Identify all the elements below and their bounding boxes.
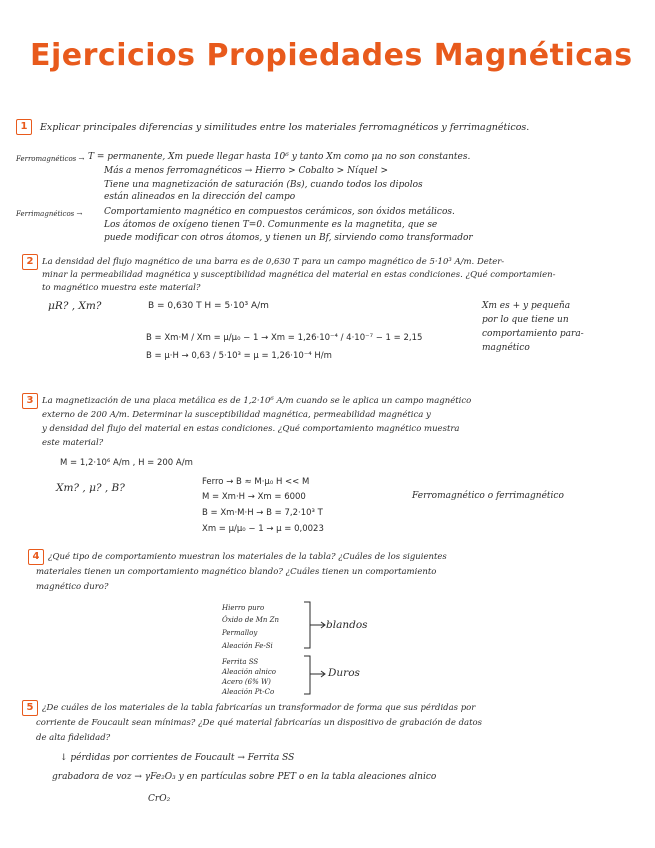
exercise-5-question-line-3: de alta fidelidad? [36,733,111,743]
soft-item-1: Hierro puro [222,604,265,612]
exercise-3-question-line-3: y densidad del flujo del material en estas condiciones. ¿Qué comportamiento magnético muestra [42,424,460,434]
ferri-line-2: Los átomos de oxígeno tienen T=0. Comunmente es la magnetita, que se [104,220,438,230]
exercise-2-note-line-1: Xm es + y pequeña [482,301,571,311]
exercise-1-question: Explicar principales diferencias y similitudes entre los materiales ferromagnéticos y ferrimagnéticos. [40,122,530,133]
exercise-2-question-line-1: La densidad del flujo magnético de una barra es de 0,630 T para un campo magnético de 5·10³ A/m. Deter- [42,257,505,267]
exercise-4-question-line-1: ¿Qué tipo de comportamiento muestran los materiales de la tabla? ¿Cuáles de los siguientes [48,552,447,562]
exercise-2-note-line-3: comportamiento para- [482,329,584,339]
ferri-line-1: Comportamiento magnético en compuestos cerámicos, son óxidos metálicos. [104,207,455,217]
exercise-2-question-line-3: to magnético muestra este material? [42,283,201,293]
exercise-2-unknowns: μR? , Xm? [48,300,102,312]
exercise-2-note-line-4: magnético [482,343,530,353]
ferri-line-3: puede modificar con otros átomos, y tienen un Bf, sirviendo como transformador [104,233,473,243]
soft-item-3: Permalloy [222,629,258,637]
exercise-2-question-line-2: minar la permeabilidad magnética y susceptibilidad magnética del material en estas condiciones. ¿Qué comportamien- [42,270,556,280]
exercise-3-step-2: M = Xm·H → Xm = 6000 [202,492,306,502]
exercise-3-question-line-4: este material? [42,438,104,448]
exercise-5-question-line-2: corriente de Foucault sean mínimas? ¿De qué material fabricarías un dispositivo de grabación de datos [36,718,483,728]
ferro-line-2: Más a menos ferromagnéticos → Hierro > Cobalto > Níquel > [104,166,389,176]
ferro-label: Ferromagnéticos → [16,155,85,163]
hard-item-1: Ferrita SS [222,658,259,666]
exercise-5-answer-1: ↓ pérdidas por corrientes de Foucault → Ferrita SS [60,753,295,763]
exercise-3-unknowns: Xm? , μ? , B? [56,482,125,494]
exercise-4-question-line-3: magnético duro? [36,582,109,592]
exercise-2-number: 2 [22,254,38,270]
exercise-4-question-line-2: materiales tienen un comportamiento magnético blando? ¿Cuáles tienen un comportamiento [36,567,437,577]
exercise-4-number: 4 [28,549,44,565]
exercise-5-question-line-1: ¿De cuáles de los materiales de la tabla fabricarías un transformador de forma que sus pérdidas por [42,703,476,713]
hard-label: Duros [328,667,360,679]
exercise-3-step-1: Ferro → B ≈ M·μ₀ H << M [202,477,310,487]
soft-item-4: Aleación Fe-Si [222,642,273,650]
exercise-3-conclusion: Ferromagnético o ferrimagnético [412,491,564,501]
ferro-line-4: están alineados en la dirección del campo [104,192,296,202]
exercise-2-givens: B = 0,630 T H = 5·10³ A/m [148,301,269,311]
ferro-line-3: Tiene una magnetización de saturación (Bs), cuando todos los dipolos [104,180,423,190]
page-title: Ejercicios Propiedades Magnéticas [30,38,633,73]
exercise-3-step-3: B = Xm·M·H → B = 7,2·10³ T [202,508,323,518]
exercise-3-step-4: Xm = μ/μ₀ − 1 → μ = 0,0023 [202,524,324,534]
hard-item-3: Acero (6% W) [222,678,271,686]
exercise-2-equation-1: B = Xm·M / Xm = μ/μ₀ − 1 → Xm = 1,26·10⁻⁴ / 4·10⁻⁷ − 1 = 2,15 [146,333,423,343]
hard-item-2: Aleación alnico [222,668,277,676]
soft-label: blandos [326,619,368,631]
exercise-5-number: 5 [22,700,38,716]
exercise-3-question-line-1: La magnetización de una placa metálica es de 1,2·10⁶ A/m cuando se le aplica un campo magnético [42,396,472,406]
ferri-label: Ferrimagnéticos → [16,210,83,218]
exercise-3-question-line-2: externo de 200 A/m. Determinar la susceptibilidad magnética, permeabilidad magnética y [42,410,431,420]
exercise-3-givens: M = 1,2·10⁶ A/m , H = 200 A/m [60,458,193,468]
exercise-2-equation-2: B = μ·H → 0,63 / 5·10³ = μ = 1,26·10⁻⁴ H/m [146,351,332,361]
soft-item-2: Óxido de Mn Zn [222,616,279,624]
ferro-line-1: T = permanente, Xm puede llegar hasta 10⁶ y tanto Xm como μa no son constantes. [88,152,471,162]
exercise-3-number: 3 [22,393,38,409]
exercise-2-note-line-2: por lo que tiene un [482,315,569,325]
hard-item-4: Aleación Pt-Co [222,688,275,696]
exercise-5-answer-2: grabadora de voz → γFe₂O₃ y en partículas sobre PET o en la tabla aleaciones alnico [52,772,437,782]
exercise-1-number: 1 [16,119,32,135]
exercise-5-answer-3: CrO₂ [148,794,171,804]
